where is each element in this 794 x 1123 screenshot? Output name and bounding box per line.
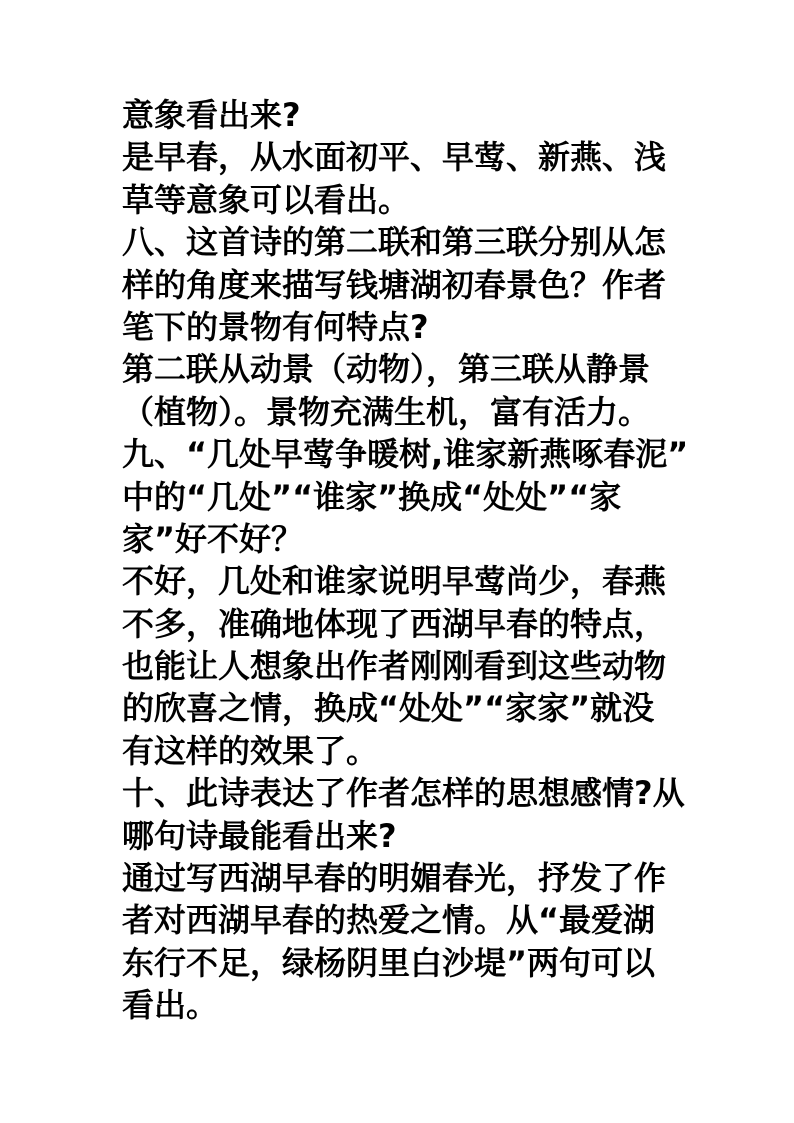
answer-line: 看出。: [122, 986, 219, 1025]
question-line: 家”好不好？: [122, 519, 304, 558]
question-line: 中的“几处”“谁家”换成“处处”“家: [122, 477, 622, 516]
text-line: 是早春，从水面初平、早莺、新燕、浅: [122, 138, 667, 177]
answer-line: 者对西湖早春的热爱之情。从“最爱湖: [122, 901, 656, 940]
answer-line: 东行不足，绿杨阴里白沙堤”两句可以: [122, 943, 656, 982]
question-line: 十、此诗表达了作者怎样的思想感情?从: [122, 774, 685, 813]
question-line: 样的角度来描写钱塘湖初春景色？作者: [122, 265, 667, 304]
question-line: 笔下的景物有何特点?: [122, 307, 429, 346]
text-line: 草等意象可以看出。: [122, 180, 411, 219]
question-line: 八、这首诗的第二联和第三联分别从怎: [122, 223, 667, 262]
answer-line: 的欣喜之情，换成“处处”“家家”就没: [122, 689, 655, 728]
answer-line: （植物）。景物充满生机，富有活力。: [122, 392, 651, 431]
answer-line: 也能让人想象出作者刚刚看到这些动物: [122, 647, 667, 686]
answer-line: 有这样的效果了。: [122, 731, 379, 770]
answer-line: 通过写西湖早春的明媚春光，抒发了作: [122, 859, 667, 898]
document-body: [122, 94, 689, 1027]
answer-line: 不多，准确地体现了西湖早春的特点，: [122, 604, 667, 643]
question-line: 哪句诗最能看出来?: [122, 816, 397, 855]
answer-line: 第二联从动景（动物），第三联从静景: [122, 350, 651, 389]
answer-line: 不好，几处和谁家说明早莺尚少，春燕: [122, 562, 667, 601]
question-line: 九、“几处早莺争暖树,谁家新燕啄春泥”: [122, 435, 689, 474]
text-line: 意象看出来?: [122, 96, 301, 134]
